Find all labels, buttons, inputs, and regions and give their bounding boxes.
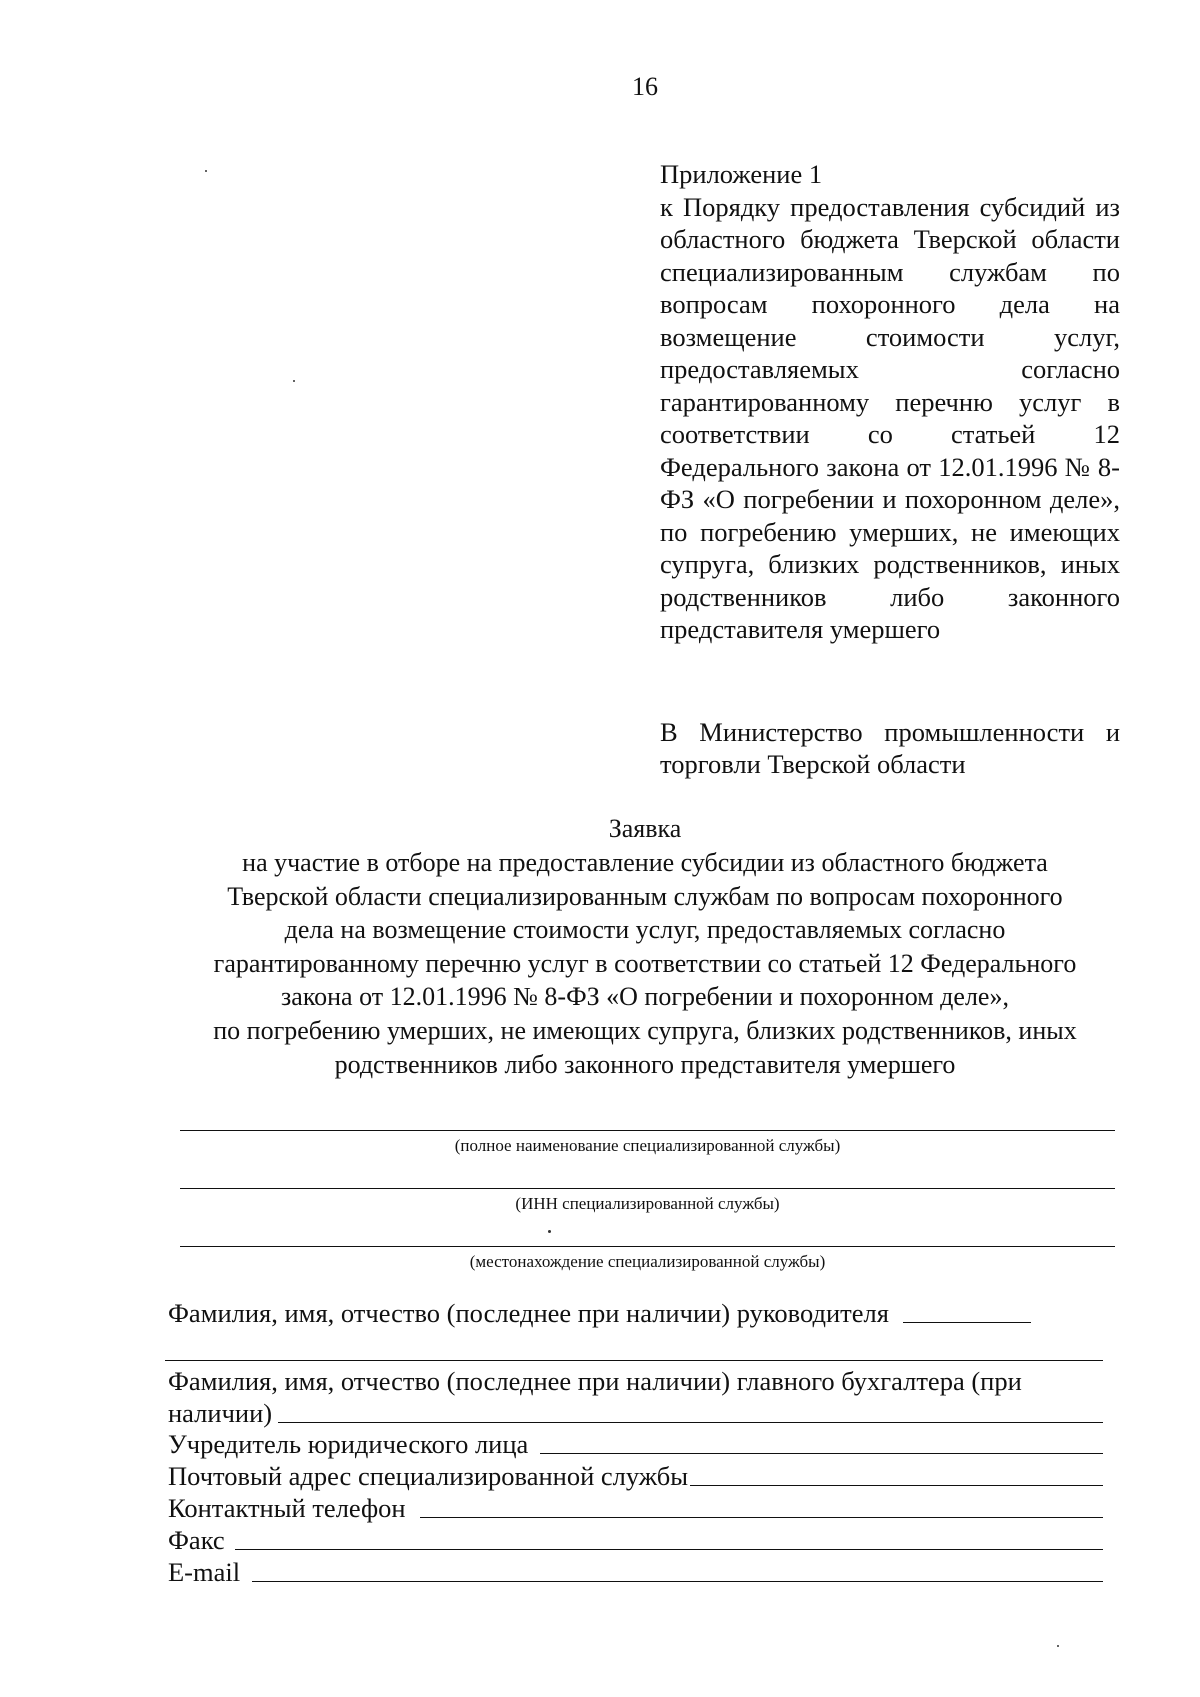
scan-speck xyxy=(293,380,295,382)
location-field-caption: (местонахождение специализированной службы) xyxy=(469,1252,826,1271)
inn-field-caption: (ИНН специализированной службы) xyxy=(515,1194,780,1213)
subtitle-line: дела на возмещение стоимости услуг, предоставляемых согласно xyxy=(284,915,1006,945)
founder-field-line[interactable] xyxy=(540,1453,1103,1454)
accountant-row-1 xyxy=(168,1365,1103,1397)
fax-field-line[interactable] xyxy=(235,1549,1103,1550)
scan-speck xyxy=(1057,1645,1059,1647)
email-field-line[interactable] xyxy=(252,1581,1103,1582)
email-label: E-mail xyxy=(168,1557,241,1587)
subtitle-line: по погребению умерших, не имеющих супруга, близких родственников, иных xyxy=(213,1015,1077,1045)
accountant-field-line[interactable] xyxy=(278,1422,1103,1423)
accountant-row-2 xyxy=(168,1397,1103,1429)
inn-field-line[interactable] xyxy=(180,1188,1115,1189)
subtitle-line: гарантированному перечню услуг в соответствии со статьей 12 Федерального xyxy=(213,948,1077,978)
fax-row xyxy=(168,1524,1103,1556)
founder-row xyxy=(168,1428,1103,1460)
accountant-label-cont: наличии) xyxy=(168,1398,273,1428)
fax-label: Факс xyxy=(168,1525,225,1555)
document-subtitle xyxy=(160,846,1130,1081)
postal-row xyxy=(168,1460,1103,1492)
postal-field-line[interactable] xyxy=(690,1485,1103,1486)
addressee: В Министерство промышленности и торговли Тверской области xyxy=(660,717,1120,779)
subtitle-line: на участие в отборе на предоставление субсидии из областного бюджета xyxy=(242,848,1048,877)
appendix-title: Приложение 1 xyxy=(660,159,823,189)
head-field-line[interactable] xyxy=(903,1322,1031,1323)
stray-dot xyxy=(548,1230,551,1233)
page-number: 16 xyxy=(632,72,658,101)
subtitle-line: Тверской области специализированным службам по вопросам похоронного xyxy=(227,881,1063,911)
phone-row xyxy=(168,1492,1103,1524)
postal-label: Почтовый адрес специализированной службы xyxy=(168,1461,689,1491)
head-row xyxy=(168,1297,1088,1329)
full-name-field-caption: (полное наименование специализированной службы) xyxy=(454,1136,841,1155)
full-name-field-line[interactable] xyxy=(180,1130,1115,1131)
founder-label: Учредитель юридического лица xyxy=(168,1429,529,1459)
head-label: Фамилия, имя, отчество (последнее при наличии) руководителя xyxy=(168,1298,889,1328)
subtitle-line: родственников либо законного представителя умершего xyxy=(334,1049,956,1079)
location-field-line[interactable] xyxy=(180,1246,1115,1247)
subtitle-line: закона от 12.01.1996 № 8-ФЗ «О погребении и похоронном деле», xyxy=(281,982,1009,1012)
head-continuation-line[interactable] xyxy=(165,1360,1103,1361)
email-row xyxy=(168,1556,1103,1588)
document-title: Заявка xyxy=(608,814,682,843)
appendix-text: к Порядку предоставления субсидий из областного бюджета Тверской области специализированным службам по вопросам похоронного дела на возмещение стоимости услуг, предоставляемых согласно гарантированному перечню услуг в соответствии со статьей 12 Федерального закона от 12.01.1996 № 8-ФЗ «О погребении и похоронном деле», по погребению умерших, не имеющих супруга, близких родственников, иных родственников либо законного представителя умершего xyxy=(660,191,1120,644)
appendix-block xyxy=(660,158,1120,646)
phone-field-line[interactable] xyxy=(420,1517,1103,1518)
accountant-label: Фамилия, имя, отчество (последнее при наличии) главного бухгалтера (при xyxy=(168,1366,1022,1396)
scan-speck xyxy=(205,170,207,172)
phone-label: Контактный телефон xyxy=(168,1493,406,1523)
